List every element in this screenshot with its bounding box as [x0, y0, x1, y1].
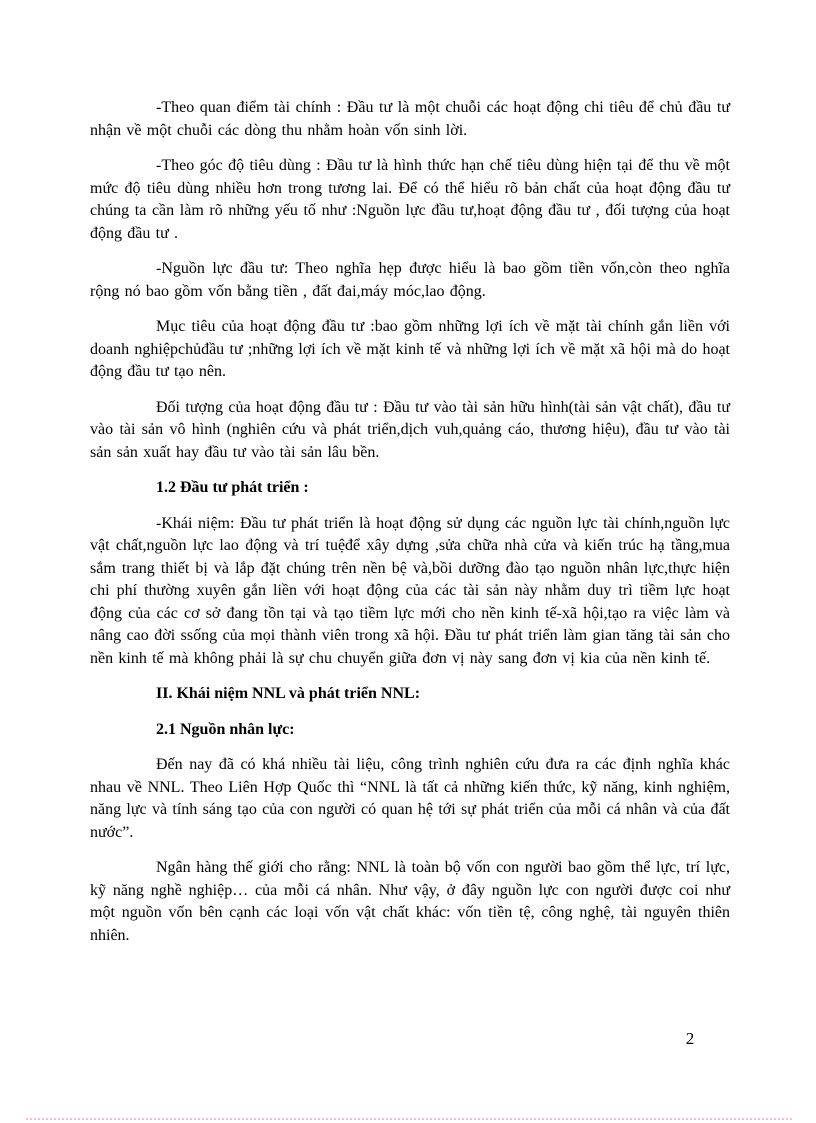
- paragraph-world-bank-definition: Ngân hàng thế giới cho rằng: NNL là toàn bộ vốn con người bao gồm thể lực, trí lực, kỹ năng nghề nghiệp… của mỗi cá nhân. Như vậy, ở đây nguồn lực con người được coi như một nguồn vốn bên cạnh các loại vốn vật chất khác: vốn tiền tệ, công nghệ, tài nguyên thiên nhiên.: [90, 859, 730, 944]
- paragraph-development-investment-concept: -Khái niệm: Đầu tư phát triển là hoạt động sử dụng các nguồn lực tài chính,nguồn lực vật chất,nguồn lực lao động và trí tuệđể xây dựng ,sửa chữa nhà cửa và kiến trúc hạ tầng,mua sắm trang thiết bị và lắp đặt chúng trên nền bệ và,bồi dưỡng đào tạo nguồn nhân lực,thực hiện chi phí thường xuyên gắn liền với hoạt động của các tài sản này nhằm duy trì tiềm lực hoạt động của các cơ sở đang tồn tại và tạo tiềm lực mới cho nền kinh tế-xã hội,tạo ra việc làm và nâng cao đời ssống của mọi thành viên trong xã hội. Đầu tư phát triển làm gian tăng tài sản cho nền kinh tế mà không phải là sự chu chuyển giữa đơn vị này sang đơn vị kia của nền kinh tế.: [90, 514, 730, 667]
- page-break-dotted-line: [26, 1118, 792, 1120]
- section-heading-2-1: 2.1 Nguồn nhân lực:: [156, 720, 295, 738]
- paragraph-consumption-view: -Theo góc độ tiêu dùng : Đầu tư là hình thức hạn chế tiêu dùng hiện tại để thu về một mức độ tiêu dùng nhiều hơn trong tương lai. Để có thể hiểu rõ bản chất của hoạt động đầu tư chúng ta cần làm rõ những yếu tố như :Nguồn lực đầu tư,hoạt động đầu tư , đối tượng của hoạt động đầu tư .: [90, 157, 730, 242]
- section-heading-ii: II. Khái niệm NNL và phát triển NNL:: [156, 685, 421, 702]
- document-body: [90, 97, 730, 960]
- paragraph-investment-goals: Mục tiêu của hoạt động đầu tư :bao gồm những lợi ích về mặt tài chính gắn liền với doanh nghiệpchủđầu tư ;những lợi ích về mặt kinh tế và những lợi ích về mặt xã hội mà do hoạt động đầu tư tạo nên.: [90, 318, 730, 380]
- paragraph-investment-resources: -Nguồn lực đầu tư: Theo nghĩa hẹp được hiểu là bao gồm tiền vốn,còn theo nghĩa rộng nó bao gồm vốn bằng tiền , đất đai,máy móc,lao động.: [90, 260, 730, 300]
- section-heading-1-2: 1.2 Đầu tư phát triển :: [156, 479, 309, 496]
- paragraph-finance-view: -Theo quan điểm tài chính : Đầu tư là một chuỗi các hoạt động chi tiêu để chủ đầu tư nhận về một chuỗi các dòng thu nhằm hoàn vốn sinh lời.: [90, 99, 730, 139]
- paragraph-un-definition: Đến nay đã có khá nhiều tài liệu, công trình nghiên cứu đưa ra các định nghĩa khác nhau về NNL. Theo Liên Hợp Quốc thì “NNL là tất cả những kiến thức, kỹ năng, kinh nghiệm, năng lực và tính sáng tạo của con người có quan hệ tới sự phát triển của mỗi cá nhân và của đất nước”.: [90, 756, 730, 841]
- page-number: 2: [685, 1029, 695, 1048]
- paragraph-investment-objects: Đối tượng của hoạt động đầu tư : Đầu tư vào tài sản hữu hình(tài sản vật chất), đầu tư vào tài sản vô hình (nghiên cứu và phát triển,dịch vuh,quảng cáo, thương hiệu), đầu tư vào tài sản sản xuất hay đầu tư vào tài sản lâu bền.: [90, 398, 730, 461]
